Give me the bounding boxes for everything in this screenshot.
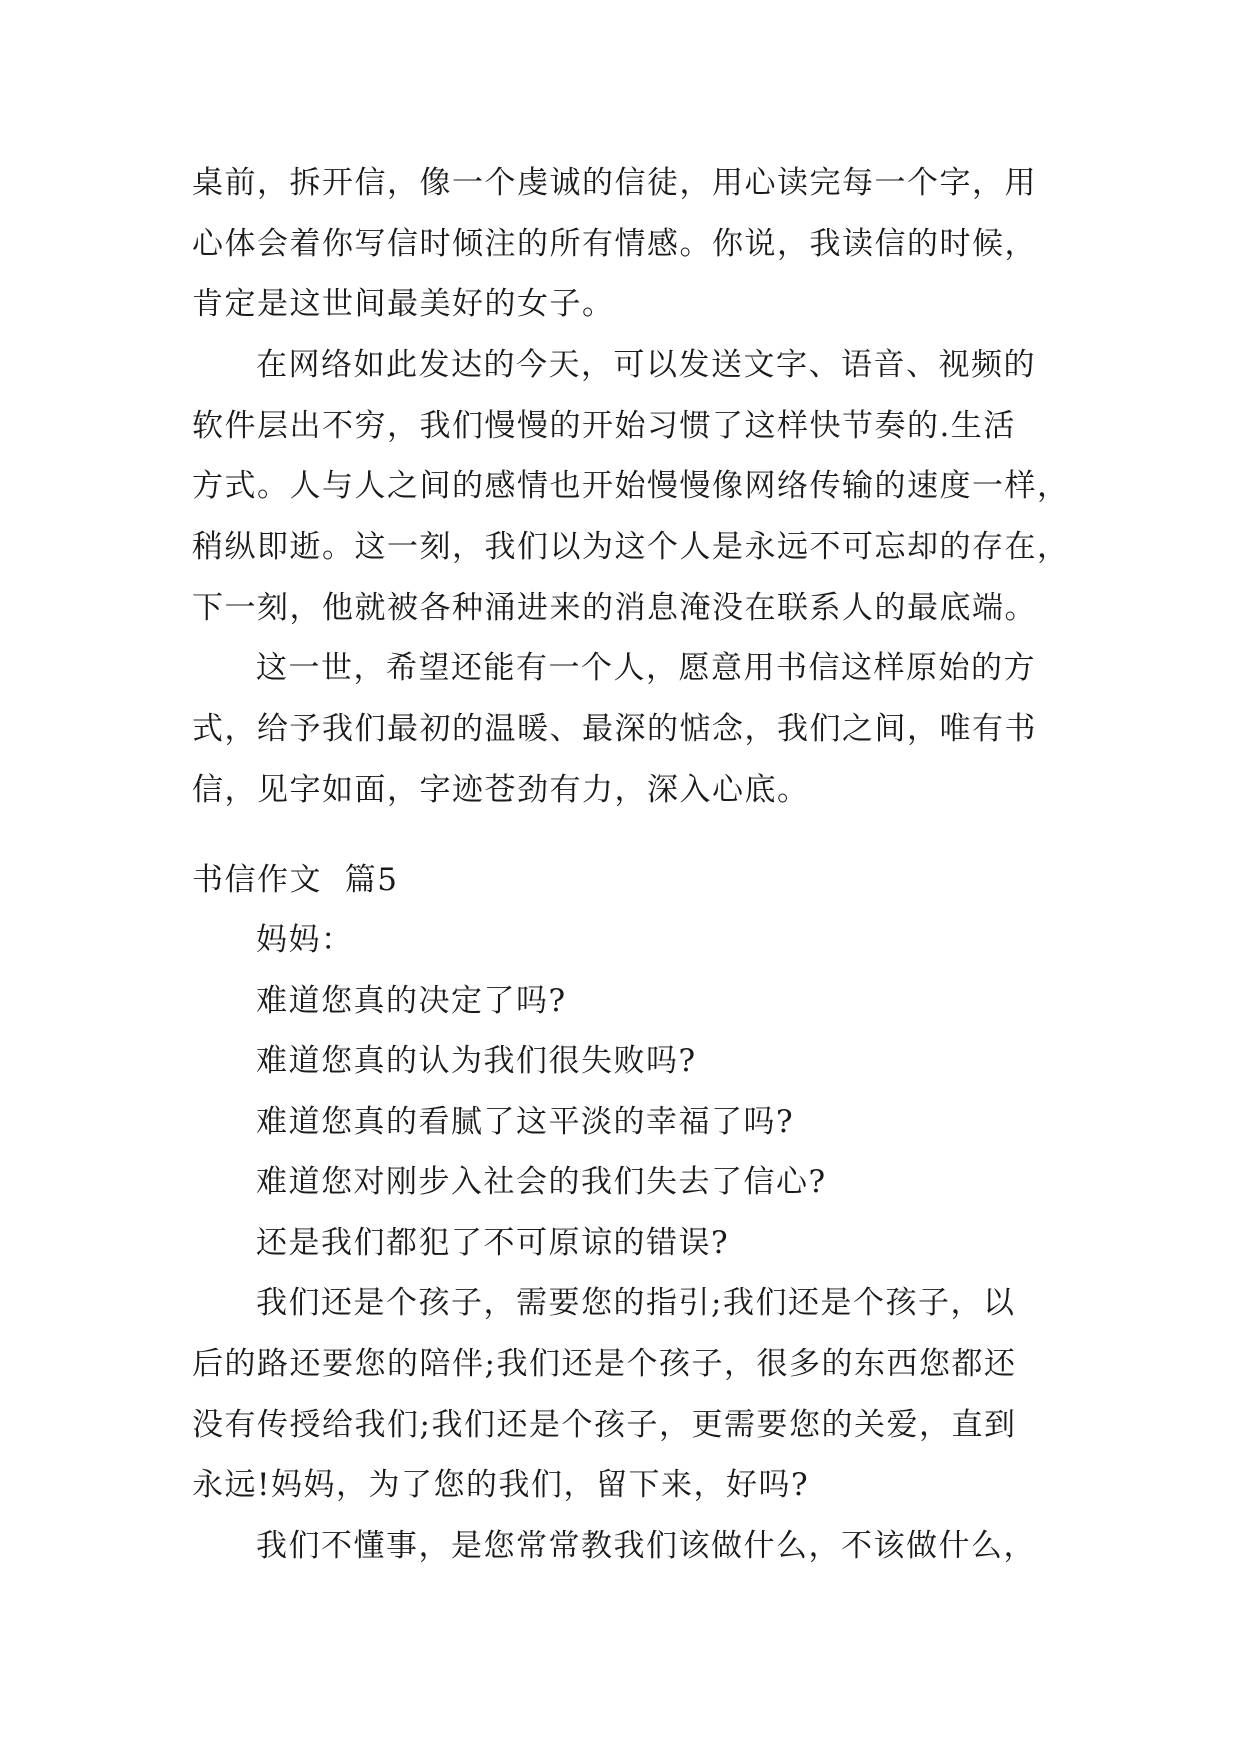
text-line: 桌前，拆开信，像一个虔诚的信徒，用心读完每一个字，用 <box>192 165 1037 201</box>
text-line: 下一刻，他就被各种涌进来的消息淹没在联系人的最底端。 <box>192 590 1037 626</box>
text-line: 永远!妈妈，为了您的我们，留下来，好吗? <box>192 1467 810 1503</box>
section-heading: 书信作文 篇5 <box>192 862 399 898</box>
text-line: 稍纵即逝。这一刻，我们以为这个人是永远不可忘却的存在， <box>192 529 1070 565</box>
paragraph-start-line: 这一世，希望还能有一个人，愿意用书信这样原始的方 <box>256 650 1036 686</box>
text-line: 肯定是这世间最美好的女子。 <box>192 286 615 322</box>
paragraph-start-line: 难道您真的认为我们很失败吗? <box>256 1043 697 1079</box>
text-line: 式，给予我们最初的温暖、最深的惦念，我们之间，唯有书 <box>192 711 1037 747</box>
paragraph-start-line: 难道您对刚步入社会的我们失去了信心? <box>256 1164 827 1200</box>
paragraph-start-line: 还是我们都犯了不可原谅的错误? <box>256 1225 730 1261</box>
paragraph-start-line: 我们还是个孩子，需要您的指引;我们还是个孩子，以 <box>256 1285 1016 1321</box>
text-line: 心体会着你写信时倾注的所有情感。你说，我读信的时候， <box>192 226 1037 262</box>
text-line: 后的路还要您的陪伴;我们还是个孩子，很多的东西您都还 <box>192 1346 1017 1382</box>
paragraph-start-line: 难道您真的看腻了这平淡的幸福了吗? <box>256 1104 795 1140</box>
text-line: 信，见字如面，字迹苍劲有力，深入心底。 <box>192 772 810 808</box>
salutation: 妈妈： <box>256 922 354 958</box>
text-line: 软件层出不穷，我们慢慢的开始习惯了这样快节奏的.生活 <box>192 408 1016 444</box>
text-line: 没有传授给我们;我们还是个孩子，更需要您的关爱，直到 <box>192 1407 1017 1443</box>
paragraph-start-line: 难道您真的决定了吗? <box>256 983 567 1019</box>
paragraph-start-line: 我们不懂事，是您常常教我们该做什么，不该做什么， <box>256 1528 1036 1564</box>
paragraph-start-line: 在网络如此发达的今天，可以发送文字、语音、视频的 <box>256 347 1036 383</box>
text-line: 方式。人与人之间的感情也开始慢慢像网络传输的速度一样， <box>192 468 1070 504</box>
